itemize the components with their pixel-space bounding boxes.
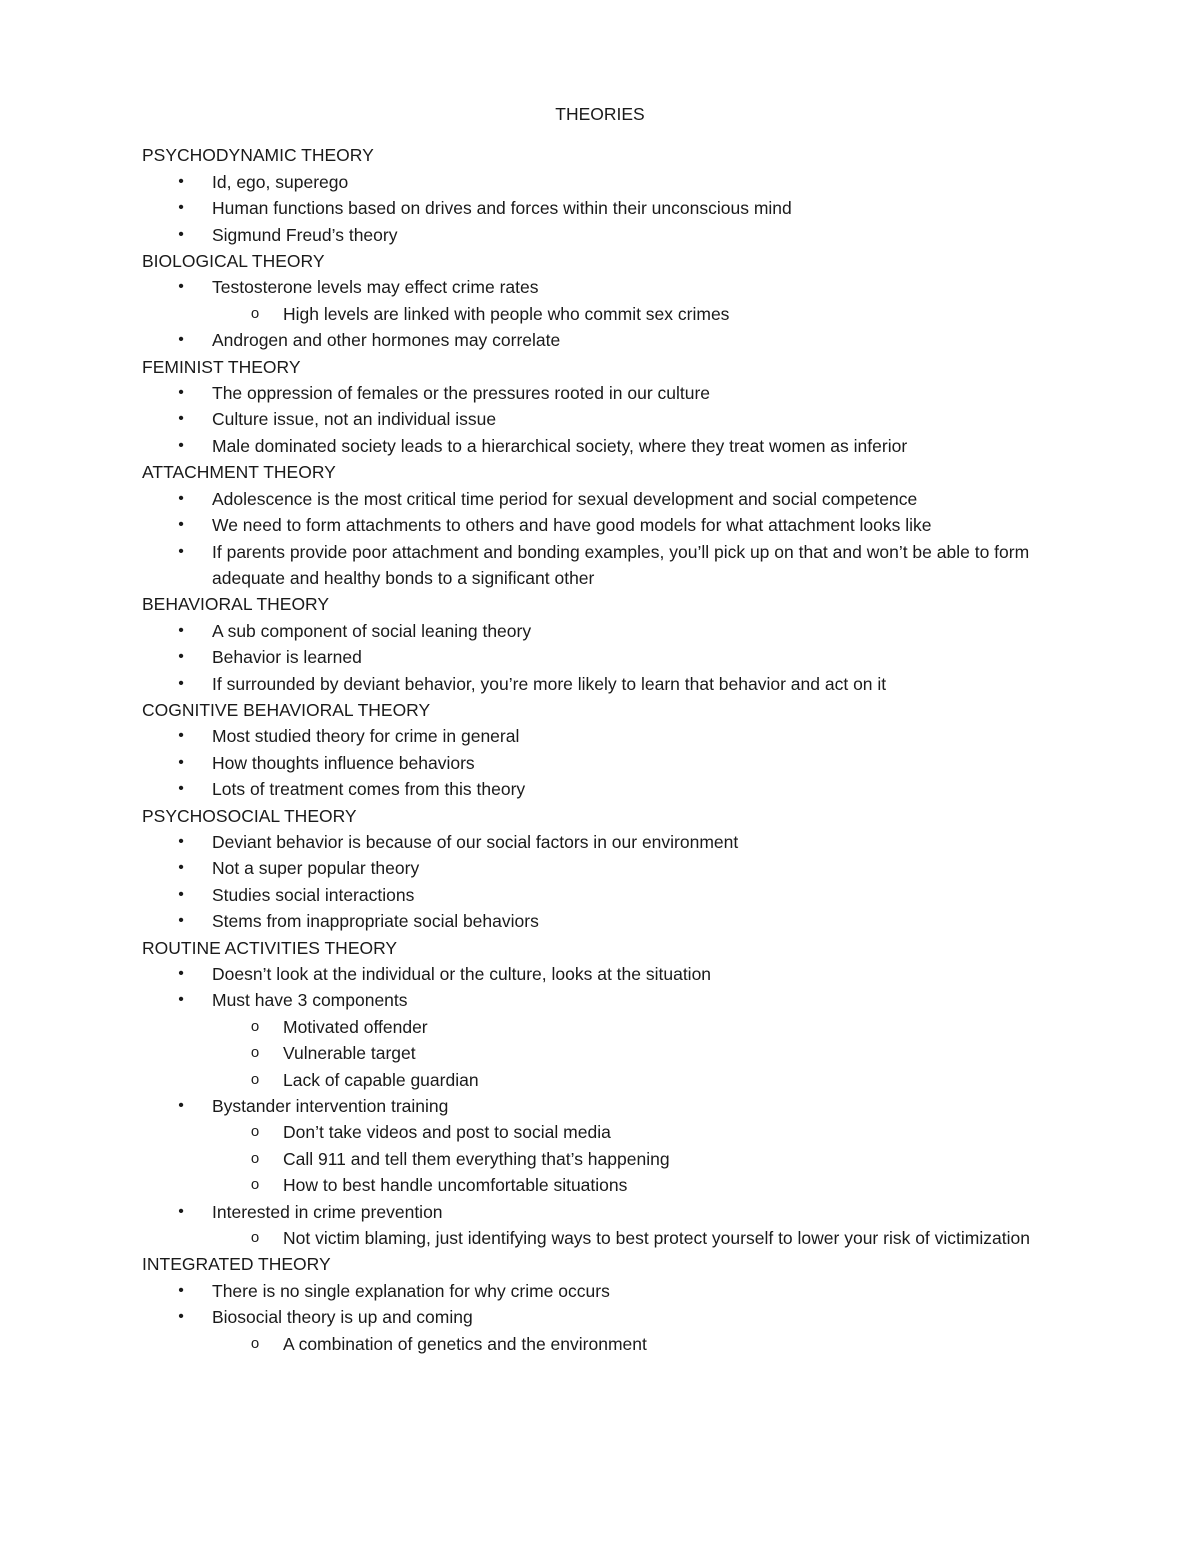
list-item bbox=[142, 1304, 1062, 1357]
bullet-dot-icon: • bbox=[178, 621, 184, 639]
list-item bbox=[142, 486, 1062, 512]
sub-list-item-text: Not victim blaming, just identifying ways to best protect yourself to lower your risk of victimization bbox=[283, 1228, 1030, 1249]
sub-list-item bbox=[212, 1067, 1062, 1093]
list-item-text: Male dominated society leads to a hierarchical society, where they treat women as inferior bbox=[212, 435, 908, 456]
sub-list-item bbox=[212, 1331, 1062, 1357]
bullet-list bbox=[142, 829, 1062, 935]
section-heading: BEHAVIORAL THEORY bbox=[142, 594, 330, 615]
list-item bbox=[142, 169, 1062, 195]
bullet-circle-icon: o bbox=[250, 1334, 260, 1352]
list-item bbox=[142, 855, 1062, 881]
bullet-list bbox=[142, 723, 1062, 802]
list-item bbox=[142, 1199, 1062, 1252]
list-item-text: If surrounded by deviant behavior, you’re more likely to learn that behavior and act on it bbox=[212, 673, 887, 694]
list-item bbox=[142, 987, 1062, 1093]
sub-bullet-list bbox=[212, 301, 1062, 327]
list-item bbox=[142, 433, 1062, 459]
bullet-dot-icon: • bbox=[178, 1308, 184, 1326]
bullet-dot-icon: • bbox=[178, 753, 184, 771]
bullet-dot-icon: • bbox=[178, 674, 184, 692]
list-item-text: Human functions based on drives and forces within their unconscious mind bbox=[212, 198, 792, 219]
list-item bbox=[142, 539, 1062, 592]
list-item-text: Studies social interactions bbox=[212, 884, 415, 905]
bullet-dot-icon: • bbox=[178, 885, 184, 903]
list-item bbox=[142, 908, 1062, 934]
document-body bbox=[142, 101, 1062, 1357]
list-item-text: Interested in crime prevention bbox=[212, 1201, 443, 1222]
list-item-text: A sub component of social leaning theory bbox=[212, 620, 532, 641]
sub-list-item-text: How to best handle uncomfortable situations bbox=[283, 1175, 628, 1196]
sub-list-item-text: Lack of capable guardian bbox=[283, 1069, 479, 1090]
list-item bbox=[142, 195, 1062, 221]
list-item bbox=[142, 327, 1062, 353]
bullet-list bbox=[142, 169, 1062, 248]
list-item-text: Stems from inappropriate social behaviors bbox=[212, 911, 539, 932]
sections-container bbox=[142, 142, 1062, 1357]
list-item-text: Behavior is learned bbox=[212, 647, 362, 668]
list-item bbox=[142, 882, 1062, 908]
bullet-circle-icon: o bbox=[250, 1017, 260, 1035]
list-item-text: Most studied theory for crime in general bbox=[212, 726, 520, 747]
bullet-dot-icon: • bbox=[178, 912, 184, 930]
list-item bbox=[142, 1093, 1062, 1199]
sub-list-item bbox=[212, 1225, 1062, 1251]
bullet-circle-icon: o bbox=[250, 1123, 260, 1141]
bullet-dot-icon: • bbox=[178, 1202, 184, 1220]
sub-bullet-list bbox=[212, 1225, 1062, 1251]
bullet-circle-icon: o bbox=[250, 1176, 260, 1194]
sub-list-item-text: A combination of genetics and the environment bbox=[283, 1333, 647, 1354]
list-item-text: Lots of treatment comes from this theory bbox=[212, 779, 526, 800]
bullet-dot-icon: • bbox=[178, 172, 184, 190]
sub-list-item-text: Motivated offender bbox=[283, 1016, 428, 1037]
bullet-dot-icon: • bbox=[178, 832, 184, 850]
bullet-dot-icon: • bbox=[178, 331, 184, 349]
list-item-text: Doesn’t look at the individual or the culture, looks at the situation bbox=[212, 964, 712, 984]
list-item bbox=[142, 829, 1062, 855]
bullet-circle-icon: o bbox=[250, 1149, 260, 1167]
section-heading: PSYCHOSOCIAL THEORY bbox=[142, 805, 357, 826]
bullet-dot-icon: • bbox=[178, 859, 184, 877]
section-heading: ATTACHMENT THEORY bbox=[142, 462, 336, 483]
section-heading: PSYCHODYNAMIC THEORY bbox=[142, 145, 374, 166]
bullet-list bbox=[142, 486, 1062, 592]
bullet-dot-icon: • bbox=[178, 965, 184, 982]
list-item bbox=[142, 512, 1062, 538]
bullet-dot-icon: • bbox=[178, 199, 184, 217]
sub-bullet-list bbox=[212, 1331, 1062, 1357]
list-item bbox=[142, 1278, 1062, 1304]
bullet-dot-icon: • bbox=[178, 410, 184, 428]
bullet-circle-icon: o bbox=[250, 1229, 260, 1247]
sub-list-item-text: Vulnerable target bbox=[283, 1043, 416, 1064]
sub-list-item bbox=[212, 1040, 1062, 1066]
sub-list-item-text: Don’t take videos and post to social media bbox=[283, 1122, 611, 1143]
bullet-list bbox=[142, 618, 1062, 697]
section-heading: BIOLOGICAL THEORY bbox=[142, 251, 325, 272]
sub-list-item bbox=[212, 1172, 1062, 1198]
bullet-dot-icon: • bbox=[178, 489, 184, 507]
list-item-text: Adolescence is the most critical time period for sexual development and social competence bbox=[212, 488, 918, 509]
bullet-dot-icon: • bbox=[178, 436, 184, 454]
bullet-dot-icon: • bbox=[178, 225, 184, 243]
sub-bullet-list bbox=[212, 1014, 1062, 1093]
list-item bbox=[142, 644, 1062, 670]
list-item bbox=[142, 776, 1062, 802]
list-item-text: Must have 3 components bbox=[212, 990, 408, 1011]
section-heading: COGNITIVE BEHAVIORAL THEORY bbox=[142, 699, 431, 720]
list-item-text: How thoughts influence behaviors bbox=[212, 752, 475, 773]
list-item bbox=[142, 222, 1062, 248]
list-item-text: We need to form attachments to others and have good models for what attachment looks like bbox=[212, 515, 932, 536]
document-title: THEORIES bbox=[555, 104, 645, 124]
list-item-text: Testosterone levels may effect crime rates bbox=[212, 277, 539, 298]
list-item-text: Culture issue, not an individual issue bbox=[212, 409, 497, 430]
list-item bbox=[142, 750, 1062, 776]
bullet-dot-icon: • bbox=[178, 727, 184, 745]
section-heading: INTEGRATED THEORY bbox=[142, 1254, 331, 1275]
list-item-text: There is no single explanation for why crime occurs bbox=[212, 1280, 610, 1301]
bullet-dot-icon: • bbox=[178, 991, 184, 1009]
bullet-dot-icon: • bbox=[178, 384, 184, 402]
bullet-circle-icon: o bbox=[250, 304, 260, 322]
list-item-text: If parents provide poor attachment and bonding examples, you’ll pick up on that and won’t be able to form adequate and healthy bonds to a significant other bbox=[212, 541, 1030, 588]
bullet-dot-icon: • bbox=[178, 516, 184, 534]
list-item-text: Id, ego, superego bbox=[212, 171, 349, 192]
list-item bbox=[142, 380, 1062, 406]
list-item-text: Deviant behavior is because of our social factors in our environment bbox=[212, 831, 739, 852]
bullet-list bbox=[142, 1278, 1062, 1357]
bullet-dot-icon: • bbox=[178, 1281, 184, 1299]
bullet-dot-icon: • bbox=[178, 1097, 184, 1115]
list-item-text: Sigmund Freud’s theory bbox=[212, 224, 398, 245]
bullet-circle-icon: o bbox=[250, 1044, 260, 1062]
bullet-list bbox=[142, 274, 1062, 353]
list-item bbox=[142, 671, 1062, 697]
list-item-text: Bystander intervention training bbox=[212, 1096, 449, 1117]
section-heading: FEMINIST THEORY bbox=[142, 356, 301, 377]
bullet-dot-icon: • bbox=[178, 648, 184, 666]
list-item bbox=[142, 618, 1062, 644]
list-item-text: Androgen and other hormones may correlate bbox=[212, 330, 561, 351]
sub-list-item bbox=[212, 301, 1062, 327]
list-item bbox=[142, 723, 1062, 749]
list-item bbox=[142, 406, 1062, 432]
bullet-dot-icon: • bbox=[178, 780, 184, 798]
list-item bbox=[142, 274, 1062, 327]
bullet-dot-icon: • bbox=[178, 278, 184, 296]
list-item-text: The oppression of females or the pressures rooted in our culture bbox=[212, 383, 711, 404]
bullet-list bbox=[142, 961, 1062, 1251]
sub-bullet-list bbox=[212, 1119, 1062, 1198]
sub-list-item-text: High levels are linked with people who commit sex crimes bbox=[283, 303, 730, 324]
list-item-text: Not a super popular theory bbox=[212, 858, 420, 879]
sub-list-item bbox=[212, 1146, 1062, 1172]
sub-list-item bbox=[212, 1014, 1062, 1040]
list-item bbox=[142, 961, 1062, 987]
bullet-list bbox=[142, 380, 1062, 459]
list-item-text: Biosocial theory is up and coming bbox=[212, 1307, 473, 1328]
sub-list-item-text: Call 911 and tell them everything that’s happening bbox=[283, 1148, 670, 1169]
section-heading: ROUTINE ACTIVITIES THEORY bbox=[142, 937, 398, 958]
bullet-circle-icon: o bbox=[250, 1070, 260, 1088]
sub-list-item bbox=[212, 1119, 1062, 1145]
bullet-dot-icon: • bbox=[178, 542, 184, 560]
